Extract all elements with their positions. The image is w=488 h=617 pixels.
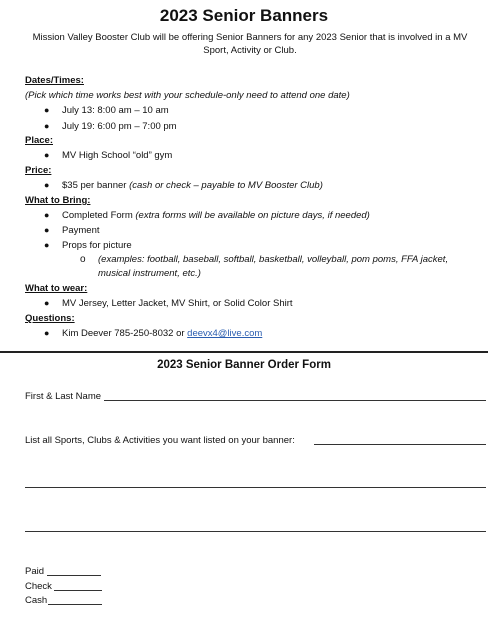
bullet-icon: ●	[44, 121, 50, 131]
cash-label: Cash	[25, 595, 48, 606]
props-examples-line-1: (examples: football, baseball, softball, basketball, volleyball, pom poms, FFA jacket,	[98, 254, 449, 265]
name-label: First & Last Name	[25, 391, 102, 402]
check-label: Check	[25, 581, 52, 592]
page-title: 2023 Senior Banners	[159, 6, 329, 25]
questions-contact: Kim Deever 785-250-8032 or	[62, 328, 185, 339]
intro-paragraph: Mission Valley Booster Club will be offering Senior Banners for any 2023 Senior that is involved in a MV Sport, Activity or Club.	[32, 32, 468, 56]
paid-field-line[interactable]	[47, 575, 101, 576]
name-field-line[interactable]	[104, 400, 486, 401]
price-heading: Price:	[25, 165, 52, 176]
place-item: MV High School “old” gym	[62, 150, 173, 161]
bring-form-label: Completed Form	[62, 210, 133, 221]
section-divider	[0, 351, 488, 353]
dates-heading: Dates/Times:	[25, 75, 84, 86]
bullet-icon: ●	[44, 240, 50, 250]
paid-label: Paid	[25, 566, 45, 577]
check-field-line[interactable]	[54, 590, 102, 591]
place-heading: Place:	[25, 135, 53, 146]
bullet-icon: ●	[44, 180, 50, 190]
questions-item	[62, 327, 262, 340]
props-examples-line-2: musical instrument, etc.)	[98, 268, 201, 279]
date-item-1: July 13: 8:00 am – 10 am	[62, 105, 169, 116]
questions-heading: Questions:	[25, 313, 75, 324]
bullet-icon: ●	[44, 298, 50, 308]
activities-line-2[interactable]	[25, 487, 486, 488]
bullet-icon: ●	[44, 150, 50, 160]
cash-field-line[interactable]	[48, 604, 102, 605]
bullet-icon: ●	[44, 105, 50, 115]
dates-note: (Pick which time works best with your schedule-only need to attend one date)	[25, 90, 350, 101]
price-item	[62, 179, 323, 192]
bring-form-note: (extra forms will be available on picture days, if needed)	[135, 210, 370, 221]
wear-heading: What to wear:	[25, 283, 88, 294]
bring-heading: What to Bring:	[25, 195, 91, 206]
bullet-icon: ●	[44, 328, 50, 338]
email-link[interactable]: deevx4@live.com	[187, 328, 263, 339]
activities-field-line[interactable]	[314, 444, 486, 445]
price-note: (cash or check – payable to MV Booster Club)	[129, 180, 323, 191]
date-item-2: July 19: 6:00 pm – 7:00 pm	[62, 121, 177, 132]
bring-item-form	[62, 209, 370, 222]
price-amount: $35 per banner	[62, 180, 127, 191]
wear-item: MV Jersey, Letter Jacket, MV Shirt, or Solid Color Shirt	[62, 298, 293, 309]
order-form-title: 2023 Senior Banner Order Form	[157, 359, 331, 371]
bring-item-props: Props for picture	[62, 240, 132, 251]
activities-label: List all Sports, Clubs & Activities you want listed on your banner:	[25, 435, 295, 446]
bullet-icon: ●	[44, 225, 50, 235]
bullet-icon: ●	[44, 210, 50, 220]
bring-item-payment: Payment	[62, 225, 100, 236]
activities-line-3[interactable]	[25, 531, 486, 532]
hollow-bullet-icon: o	[80, 254, 86, 265]
